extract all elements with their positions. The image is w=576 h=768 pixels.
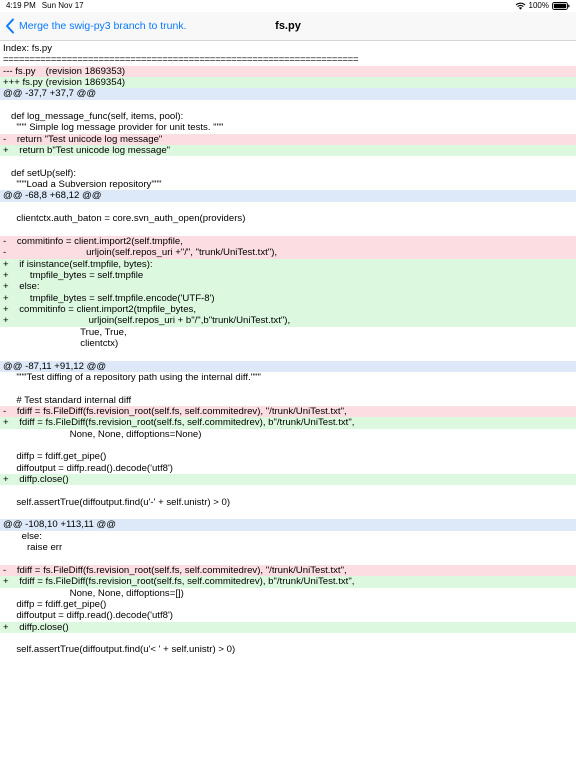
diff-line-context: else: xyxy=(3,530,42,542)
diff-line-added: + else: xyxy=(0,281,576,292)
diff-line-context xyxy=(0,225,576,236)
status-time: 4:19 PM xyxy=(6,1,36,10)
diff-line-context xyxy=(0,485,576,496)
navigation-bar xyxy=(0,12,576,41)
wifi-icon xyxy=(515,2,526,10)
diff-line-added: + diffp.close() xyxy=(0,474,576,485)
diff-line-deleted: - return "Test unicode log message" xyxy=(0,134,576,145)
diff-line-context: """Test diffing of a repository path using the internal diff.""" xyxy=(3,371,261,383)
diff-line-context xyxy=(0,349,576,360)
diff-line-context: self.assertTrue(diffoutput.find(u'< ' + self.unistr) > 0) xyxy=(3,644,236,656)
diff-line-context xyxy=(0,202,576,213)
diff-line-context: clientctx) xyxy=(3,337,119,349)
diff-line-context: def setUp(self): xyxy=(3,167,77,179)
diff-line-context: None, None, diffoptions=[]) xyxy=(3,587,184,599)
battery-percent: 100% xyxy=(528,1,549,10)
diff-line-deleted: --- fs.py (revision 1869353) xyxy=(0,66,576,77)
diff-line-context: # Test standard internal diff xyxy=(3,394,132,406)
diff-line-context: def log_message_func(self, items, pool): xyxy=(3,111,184,123)
diff-line-added: + fdiff = fs.FileDiff(fs.revision_root(self.fs, self.commitedrev), b"/trunk/UniTest.txt", xyxy=(0,417,576,428)
back-button-label: Merge the swig-py3 branch to trunk. xyxy=(19,20,187,32)
status-date: Sun Nov 17 xyxy=(41,1,84,10)
diff-line-added: + return b"Test unicode log message" xyxy=(0,145,576,156)
diff-line-added: + if isinstance(self.tmpfile, bytes): xyxy=(0,259,576,270)
diff-hunk-header: @@ -87,11 +91,12 @@ xyxy=(0,361,576,372)
status-bar xyxy=(0,0,576,12)
diff-line-deleted: - fdiff = fs.FileDiff(fs.revision_root(self.fs, self.commitedrev), "/trunk/UniTest.txt", xyxy=(0,565,576,576)
diff-line-deleted: - commitinfo = client.import2(self.tmpfile, xyxy=(0,236,576,247)
diff-line-added: + fdiff = fs.FileDiff(fs.revision_root(self.fs, self.commitedrev), b"/trunk/UniTest.txt", xyxy=(0,576,576,587)
diff-line-added: + tmpfile_bytes = self.tmpfile xyxy=(0,270,576,281)
diff-line-context: Index: fs.py xyxy=(3,43,53,54)
battery-icon xyxy=(552,2,570,10)
diff-line-context: True, True, xyxy=(3,326,127,338)
diff-line-context: diffoutput = diffp.read().decode('utf8') xyxy=(3,462,173,474)
diff-line-context xyxy=(0,508,576,519)
diff-line-context xyxy=(0,100,576,111)
diff-line-context xyxy=(0,553,576,564)
diff-line-context: raise err xyxy=(3,542,63,554)
diff-hunk-header: @@ -37,7 +37,7 @@ xyxy=(0,88,576,99)
diff-line-context xyxy=(0,383,576,394)
diff-line-context: diffoutput = diffp.read().decode('utf8') xyxy=(3,610,173,622)
diff-line-deleted: - fdiff = fs.FileDiff(fs.revision_root(self.fs, self.commitedrev), "/trunk/UniTest.txt", xyxy=(0,406,576,417)
diff-line-added: + diffp.close() xyxy=(0,622,576,633)
status-left xyxy=(6,0,84,12)
diff-line-context: clientctx.auth_baton = core.svn_auth_open(providers) xyxy=(3,213,246,225)
diff-line-added: +++ fs.py (revision 1869354) xyxy=(0,77,576,88)
diff-line-added: + urljoin(self.repos_uri + b"/",b"trunk/UniTest.txt"), xyxy=(0,315,576,326)
back-button[interactable] xyxy=(5,17,187,35)
diff-hunk-header: @@ -108,10 +113,11 @@ xyxy=(0,519,576,530)
diff-line-added: + tmpfile_bytes = self.tmpfile.encode('UTF-8') xyxy=(0,293,576,304)
diff-line-context: diffp = fdiff.get_pipe() xyxy=(3,451,107,463)
status-right xyxy=(515,0,570,12)
diff-line-added: + commitinfo = client.import2(tmpfile_bytes, xyxy=(0,304,576,315)
diff-line-context: """Load a Subversion repository""" xyxy=(3,179,162,191)
diff-view[interactable] xyxy=(0,43,576,656)
diff-line-context xyxy=(0,440,576,451)
diff-line-context: diffp = fdiff.get_pipe() xyxy=(3,598,107,610)
diff-hunk-header: @@ -68,8 +68,12 @@ xyxy=(0,190,576,201)
diff-line-deleted: - urljoin(self.repos_uri +"/", "trunk/UniTest.txt"), xyxy=(0,247,576,258)
page-title: fs.py xyxy=(275,20,301,32)
diff-separator: =================================================================== xyxy=(3,54,359,66)
diff-line-context: None, None, diffoptions=None) xyxy=(3,428,202,440)
diff-line-context xyxy=(0,156,576,167)
chevron-left-icon xyxy=(5,18,15,34)
diff-line-context xyxy=(0,633,576,644)
diff-line-context: self.assertTrue(diffoutput.find(u'-' + self.unistr) > 0) xyxy=(3,496,231,508)
diff-line-context: """ Simple log message provider for unit tests. """ xyxy=(3,122,224,134)
